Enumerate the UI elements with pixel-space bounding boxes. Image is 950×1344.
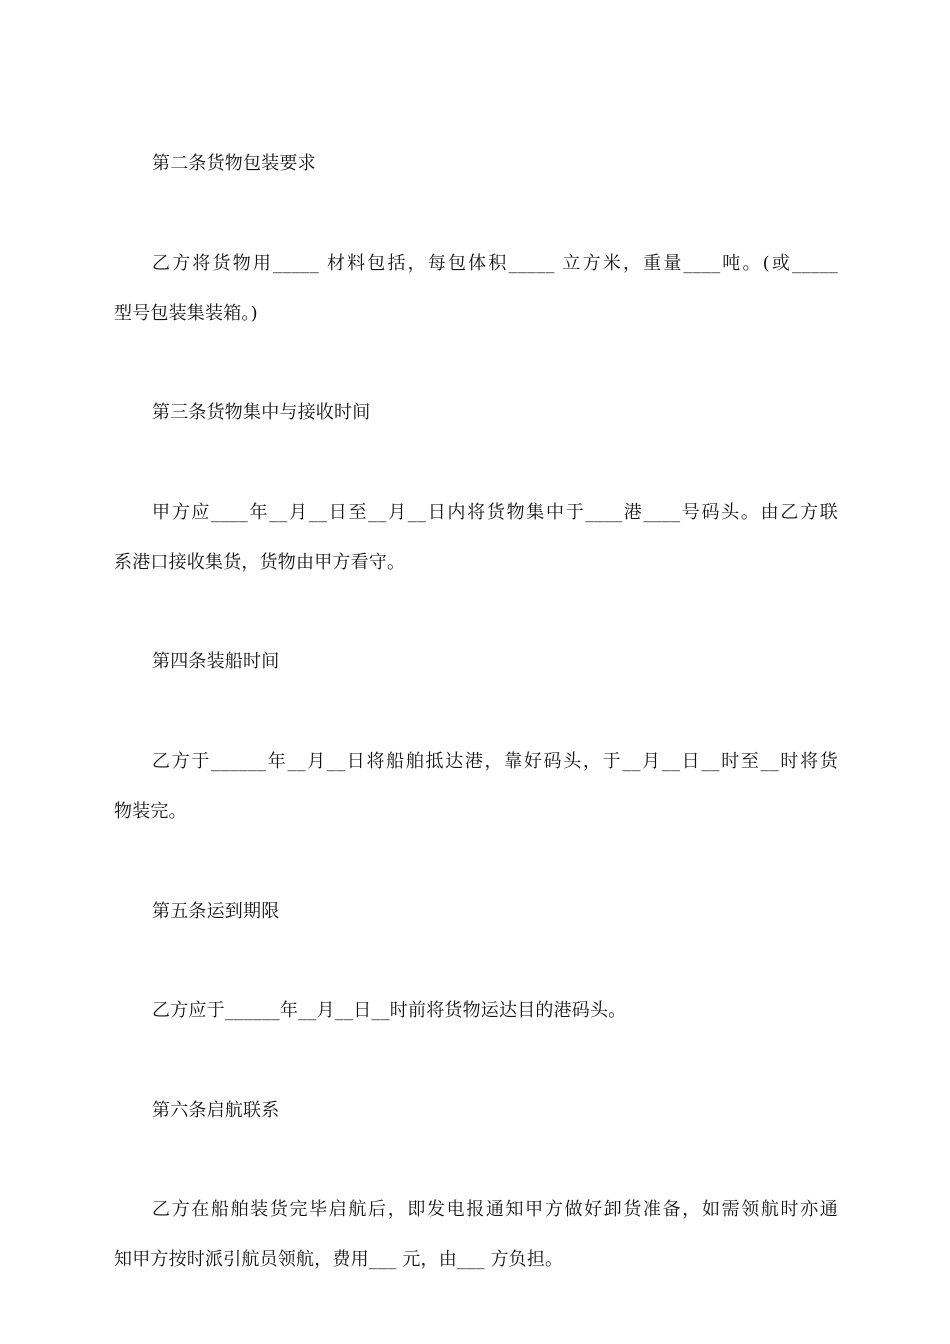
paragraph-line: 乙方将货物用_____ 材料包括，每包体积_____ 立方米，重量____吨。(或_____ [152,253,838,274]
paragraph-line: 知甲方按时派引航员领航，费用___ 元，由___ 方负担。 [114,1249,564,1270]
section-heading: 第四条装船时间 [152,651,280,672]
section-heading: 第六条启航联系 [152,1100,280,1121]
paragraph-line: 甲方应____年__月__日至__月__日内将货物集中于____港____号码头。由乙方联 [152,502,838,523]
section-heading: 第三条货物集中与接收时间 [152,402,371,423]
paragraph-line: 乙方在船舶装货完毕启航后，即发电报通知甲方做好卸货准备，如需领航时亦通 [152,1199,838,1220]
paragraph-line: 乙方于______年__月__日将船舶抵达港，靠好码头，于__月__日__时至__时将货 [152,751,838,772]
section-heading: 第二条货物包装要求 [152,153,316,174]
paragraph-line: 物装完。 [114,801,187,822]
paragraph-line: 型号包装集装箱。) [114,303,258,324]
paragraph-line: 乙方应于______年__月__日__时前将货物运达目的港码头。 [152,1000,627,1021]
paragraph-line: 系港口接收集货，货物由甲方看守。 [114,552,406,573]
section-heading: 第五条运到期限 [152,901,280,922]
